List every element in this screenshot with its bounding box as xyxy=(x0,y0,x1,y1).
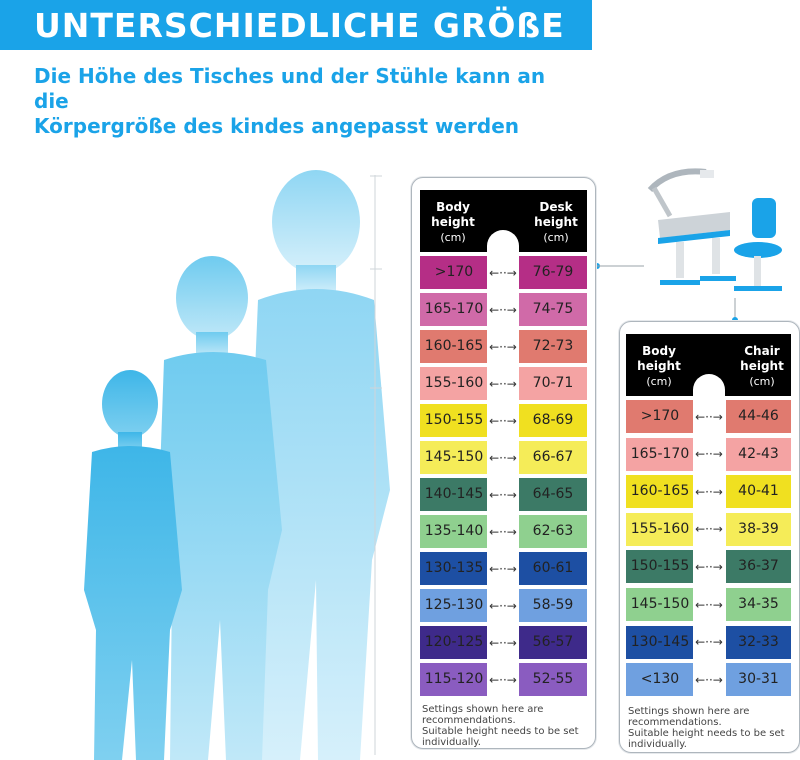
double-arrow-icon: ←··→ xyxy=(695,672,723,687)
double-arrow-icon: ←··→ xyxy=(489,339,517,354)
body-height-cell: 150-155 xyxy=(626,550,694,583)
chair-height-cell: 44-46 xyxy=(726,400,791,433)
desk-height-cell: 64-65 xyxy=(519,478,587,511)
body-height-cell: 160-165 xyxy=(626,475,694,508)
desk-height-table xyxy=(411,177,596,749)
double-arrow-icon: ←··→ xyxy=(489,524,517,539)
chair-height-cell: 30-31 xyxy=(726,663,791,696)
double-arrow-icon: ←··→ xyxy=(489,672,517,687)
subtitle xyxy=(34,64,574,139)
chair-height-cell: 34-35 xyxy=(726,588,791,621)
body-height-cell: <130 xyxy=(626,663,694,696)
double-arrow-icon: ←··→ xyxy=(489,413,517,428)
double-arrow-icon: ←··→ xyxy=(695,597,723,612)
double-arrow-icon: ←··→ xyxy=(695,484,723,499)
body-height-cell: 130-135 xyxy=(420,552,488,585)
body-height-cell: 145-150 xyxy=(420,441,488,474)
body-height-cell: 120-125 xyxy=(420,626,488,659)
desk-height-cell: 66-67 xyxy=(519,441,587,474)
chair-height-cell: 40-41 xyxy=(726,475,791,508)
desk-height-cell: 52-55 xyxy=(519,663,587,696)
desk-height-cell: 60-61 xyxy=(519,552,587,585)
double-arrow-icon: ←··→ xyxy=(489,561,517,576)
chair-height-cell: 32-33 xyxy=(726,626,791,659)
subtitle-line-1: Die Höhe des Tisches und der Stühle kann an die xyxy=(34,64,546,113)
body-height-cell: 125-130 xyxy=(420,589,488,622)
double-arrow-icon: ←··→ xyxy=(695,522,723,537)
body-height-cell: >170 xyxy=(420,256,488,289)
body-height-cell: 155-160 xyxy=(626,513,694,546)
desk-height-cell: 68-69 xyxy=(519,404,587,437)
double-arrow-icon: ←··→ xyxy=(489,265,517,280)
body-height-cell: 130-145 xyxy=(626,626,694,659)
double-arrow-icon: ←··→ xyxy=(695,447,723,462)
body-height-header: Body height (cm) xyxy=(637,344,681,388)
chair-table-note: Settings shown here are recommendations. Suitable height needs to be set individually. xyxy=(628,706,785,750)
height-scale-ruler xyxy=(370,175,400,755)
double-arrow-icon: ←··→ xyxy=(489,487,517,502)
double-arrow-icon: ←··→ xyxy=(489,376,517,391)
chair-height-table xyxy=(619,321,800,753)
body-height-cell: 165-170 xyxy=(626,438,694,471)
double-arrow-icon: ←··→ xyxy=(489,302,517,317)
title-banner xyxy=(0,0,592,50)
body-height-cell: 165-170 xyxy=(420,293,488,326)
chair-table-center-tube xyxy=(693,374,725,714)
subtitle-line-2: Körpergröße des kindes angepasst werden xyxy=(34,114,519,138)
body-height-cell: 140-145 xyxy=(420,478,488,511)
desk-table-note: Settings shown here are recommendations. Suitable height needs to be set individually. xyxy=(422,704,579,748)
double-arrow-icon: ←··→ xyxy=(695,409,723,424)
chair-height-cell: 36-37 xyxy=(726,550,791,583)
body-height-cell: 135-140 xyxy=(420,515,488,548)
double-arrow-icon: ←··→ xyxy=(695,635,723,650)
body-height-cell: 160-165 xyxy=(420,330,488,363)
double-arrow-icon: ←··→ xyxy=(489,450,517,465)
double-arrow-icon: ←··→ xyxy=(695,559,723,574)
desk-height-cell: 62-63 xyxy=(519,515,587,548)
desk-height-cell: 76-79 xyxy=(519,256,587,289)
page-title: UNTERSCHIEDLICHE GRÖßE xyxy=(34,6,565,45)
desk-height-cell: 56-57 xyxy=(519,626,587,659)
body-height-cell: 155-160 xyxy=(420,367,488,400)
chair-height-cell: 38-39 xyxy=(726,513,791,546)
body-height-cell: 115-120 xyxy=(420,663,488,696)
children-silhouettes-illustration xyxy=(0,160,400,760)
desk-height-cell: 58-59 xyxy=(519,589,587,622)
body-height-header: Body height (cm) xyxy=(431,200,475,244)
connector-lines xyxy=(594,262,744,324)
desk-height-header: Desk height (cm) xyxy=(534,200,578,244)
body-height-cell: 150-155 xyxy=(420,404,488,437)
double-arrow-icon: ←··→ xyxy=(489,635,517,650)
body-height-cell: >170 xyxy=(626,400,694,433)
desk-height-cell: 74-75 xyxy=(519,293,587,326)
chair-height-cell: 42-43 xyxy=(726,438,791,471)
chair-height-header: Chair height (cm) xyxy=(740,344,784,388)
double-arrow-icon: ←··→ xyxy=(489,598,517,613)
body-height-cell: 145-150 xyxy=(626,588,694,621)
desk-height-cell: 70-71 xyxy=(519,367,587,400)
desk-height-cell: 72-73 xyxy=(519,330,587,363)
